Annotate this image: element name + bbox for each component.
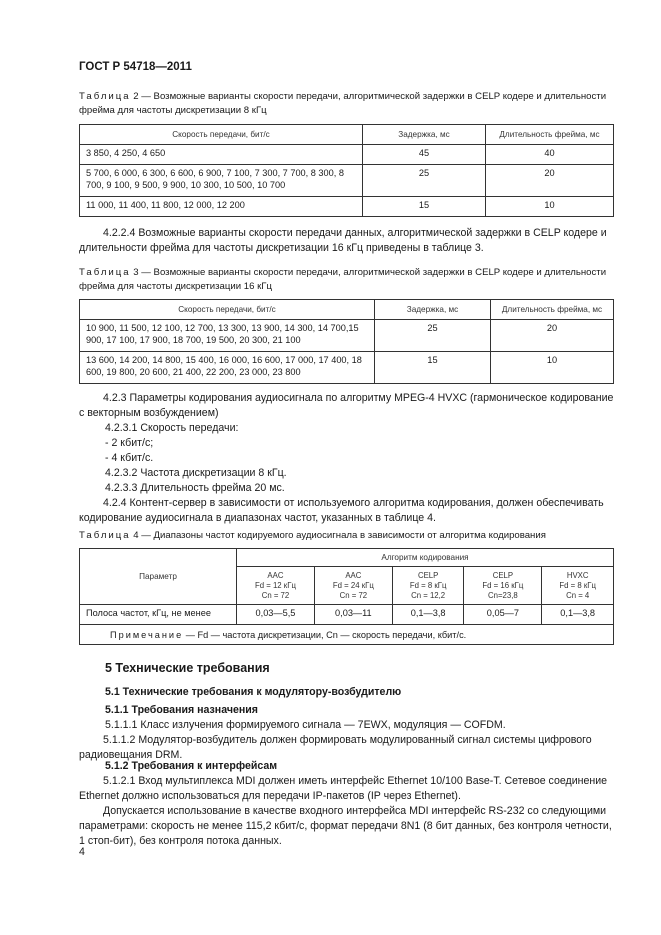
table2 [79,124,614,217]
table3-cell: 25 [375,320,491,352]
table4-caption-text: 4 — Диапазоны частот кодируемого аудиосигнала в зависимости от алгоритма кодирования [130,530,546,541]
table4-cell: 0,1—3,8 [542,605,614,625]
table4 [79,548,614,645]
table3-cell: 10 900, 11 500, 12 100, 12 700, 13 300, 13 900, 14 300, 14 700,15 900, 17 100, 17 900, 18 700, 19 500, 20 300, 21 100 [80,320,375,352]
section-5-heading: 5 Технические требования [105,661,270,675]
table2-header-frame: Длительность фрейма, мс [486,125,614,145]
table4-note [80,625,614,645]
table4-cell: 0,1—3,8 [392,605,464,625]
table-row [80,320,614,352]
line-4kbit: - 4 кбит/с. [105,452,154,464]
section-511-heading: 5.1.1 Требования назначения [105,704,258,716]
table4-cell: 0,05—7 [464,605,542,625]
line-5111: 5.1.1.1 Класс излучения формируемого сигнала — 7EWX, модуляция — COFDM. [105,719,506,731]
table3 [79,299,614,384]
table2-cell: 45 [363,145,486,165]
table3-caption-text: 3 — Возможные варианты скорости передачи, алгоритмической задержки в CELP кодере и длительности фрейма для частоты дискретизации 16 кГц [79,267,607,292]
table2-caption-text: 2 — Возможные варианты скорости передачи, алгоритмической задержки в CELP кодере и длительности фрейма для частоты дискретизации 8 кГц [79,91,607,116]
document-header: ГОСТ Р 54718—2011 [79,61,192,73]
table-row [80,165,614,197]
table2-cell: 20 [486,165,614,197]
table3-cell: 20 [491,320,614,352]
table3-header-frame: Длительность фрейма, мс [491,300,614,320]
table2-label: Таблица [79,91,131,102]
table4-algo-header: AAC Fd = 24 кГц Cn = 72 [314,567,392,605]
table2-cell: 3 850, 4 250, 4 650 [80,145,363,165]
table-row [80,197,614,217]
section-512-heading: 5.1.2 Требования к интерфейсам [105,760,278,772]
line-2kbit: - 2 кбит/с; [105,437,154,449]
table2-caption [79,90,615,118]
table3-cell: 13 600, 14 200, 14 800, 15 400, 16 000, 16 600, 17 000, 17 400, 18 600, 19 800, 20 600, 21 400, 22 200, 23 000, 23 800 [80,352,375,384]
table2-cell: 40 [486,145,614,165]
table-row [80,145,614,165]
table2-cell: 10 [486,197,614,217]
table4-note-label: Примечание [110,629,184,640]
paragraph-5112: 5.1.1.2 Модулятор-возбудитель должен формировать модулированный сигнал системы цифрового радиовещания DRM. [79,734,592,761]
table4-algo-header: AAC Fd = 12 кГц Cn = 72 [237,567,315,605]
table4-algo-header: CELP Fd = 16 кГц Cn=23,8 [464,567,542,605]
line-4232: 4.2.3.2 Частота дискретизации 8 кГц. [105,467,287,479]
table2-cell: 11 000, 11 400, 11 800, 12 000, 12 200 [80,197,363,217]
line-4233: 4.2.3.3 Длительность фрейма 20 мс. [105,482,285,494]
paragraph-423: 4.2.3 Параметры кодирования аудиосигнала по алгоритму MPEG-4 HVXC (гармоническое кодирование с векторным возбуждением) [79,392,614,419]
table4-row-label: Полоса частот, кГц, не менее [80,605,237,625]
table-row [80,625,614,645]
table4-caption [79,529,615,543]
table2-header-rate: Скорость передачи, бит/с [80,125,363,145]
table4-note-text: — Fd — частота дискретизации, Cn — скорость передачи, кбит/с. [183,629,467,640]
table4-header-algorithm: Алгоритм кодирования [237,549,614,567]
table-row [80,605,614,625]
table2-cell: 15 [363,197,486,217]
table4-algo-header: HVXC Fd = 8 кГц Cn = 4 [542,567,614,605]
paragraph-rs232: Допускается использование в качестве входного интерфейса MDI интерфейс RS-232 со следующими параметрами: скорость не менее 115,2 кбит/с, формат передачи 8N1 (8 бит данных, без контроля четности, 1 стоп-бит), без контроля потока данных. [79,805,612,847]
table3-label: Таблица [79,267,131,278]
table2-cell: 5 700, 6 000, 6 300, 6 600, 6 900, 7 100, 7 300, 7 700, 8 300, 8 700, 9 100, 9 500, 9 900, 10 300, 10 500, 10 700 [80,165,363,197]
table3-cell: 10 [491,352,614,384]
table4-header-param: Параметр [80,549,237,605]
table2-cell: 25 [363,165,486,197]
table4-label: Таблица [79,530,131,541]
page-number: 4 [79,846,85,858]
table4-cell: 0,03—5,5 [237,605,315,625]
table2-header-delay: Задержка, мс [363,125,486,145]
table4-cell: 0,03—11 [314,605,392,625]
table3-cell: 15 [375,352,491,384]
table3-header-rate: Скорость передачи, бит/с [80,300,375,320]
paragraph-4224: 4.2.2.4 Возможные варианты скорости передачи данных, алгоритмической задержки в CELP кодере и длительности фрейма для частоты дискретизации 16 кГц приведены в таблице 3. [79,227,607,254]
table3-caption [79,266,615,294]
section-51-heading: 5.1 Технические требования к модулятору-возбудителю [105,686,402,698]
paragraph-5121: 5.1.2.1 Вход мультиплекса MDI должен иметь интерфейс Ethernet 10/100 Base-T. Сетевое соединение Ethernet должно использоваться для передачи IP-пакетов (IP через Ethernet). [79,775,608,802]
table-row [80,352,614,384]
table3-header-delay: Задержка, мс [375,300,491,320]
paragraph-424: 4.2.4 Контент-сервер в зависимости от используемого алгоритма кодирования, должен обеспечивать кодирование аудиосигнала в диапазонах частот, указанных в таблице 4. [79,497,604,524]
line-4231: 4.2.3.1 Скорость передачи: [105,422,239,434]
table4-algo-header: CELP Fd = 8 кГц Cn = 12,2 [392,567,464,605]
